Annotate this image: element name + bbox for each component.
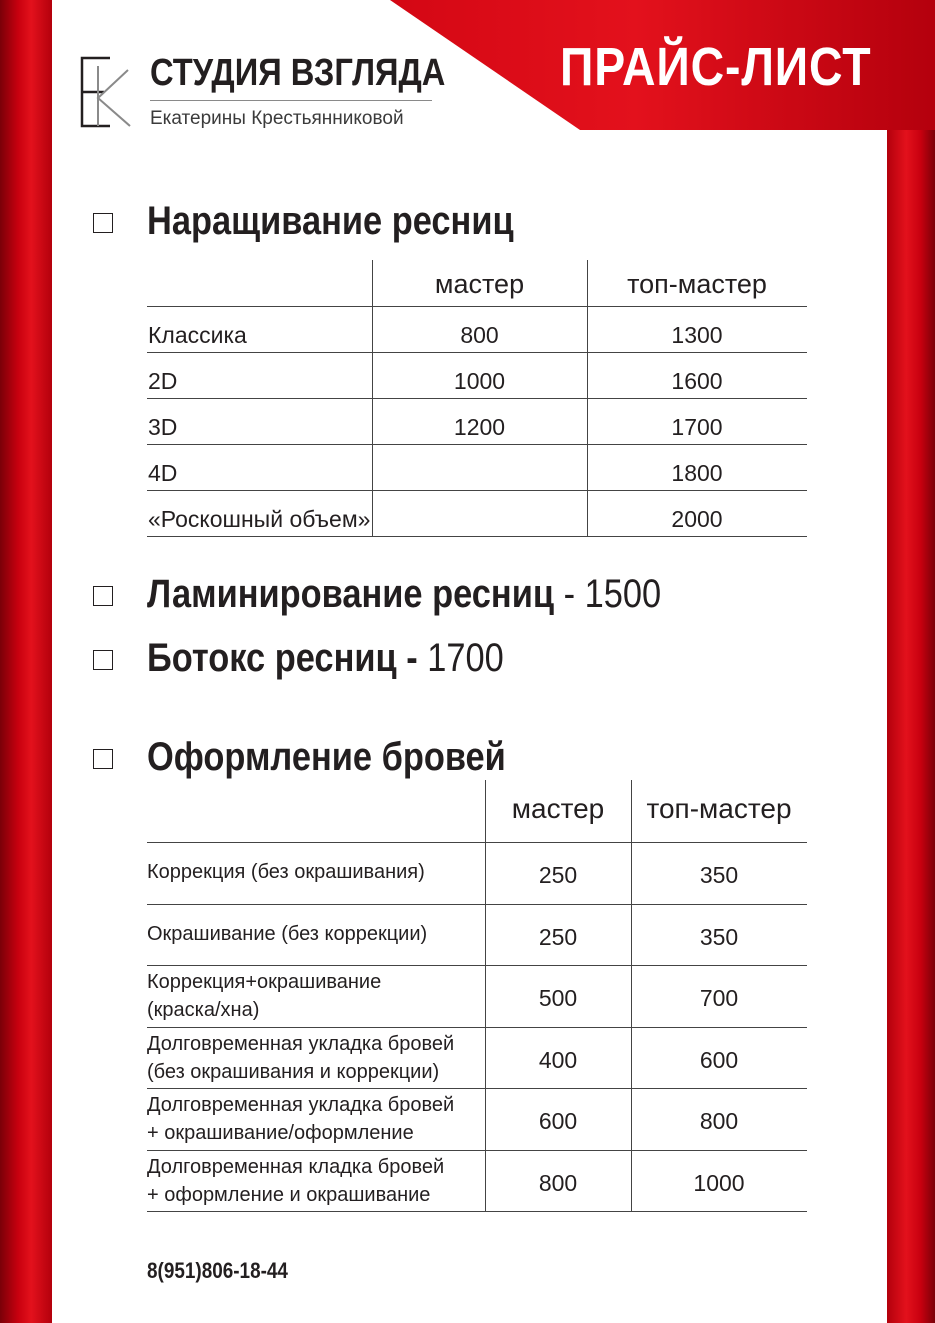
lash-row-top-price: 1800 bbox=[671, 460, 723, 486]
left-red-border bbox=[0, 0, 52, 1323]
brows-row-label: Долговременная укладка бровей (без окрашивания и коррекции) bbox=[147, 1032, 455, 1083]
brows-row-label: Коррекция (без окрашивания) bbox=[147, 861, 425, 883]
lash-header-rule bbox=[147, 306, 807, 307]
brows-row-rule bbox=[147, 1027, 807, 1028]
brows-row-top-price: 350 bbox=[699, 923, 739, 950]
brows-row-master-price: 250 bbox=[538, 923, 578, 950]
studio-divider bbox=[150, 100, 432, 101]
brows-checkbox[interactable] bbox=[93, 749, 113, 769]
lamination-checkbox[interactable] bbox=[93, 586, 113, 606]
brows-row-rule bbox=[147, 965, 807, 966]
right-red-border bbox=[887, 0, 935, 1323]
brows-row-master-price: 500 bbox=[538, 985, 578, 1011]
brows-row-top-price: 350 bbox=[699, 862, 739, 888]
brows-row-label: Долговременная укладка бровей + окрашивание/оформление bbox=[147, 1094, 455, 1144]
brows-title: Оформление бровей bbox=[147, 735, 506, 779]
lamination-title: Ламинирование ресниц bbox=[147, 572, 555, 616]
lash-row-label: 3D bbox=[148, 414, 178, 440]
lamination-separator: - bbox=[554, 572, 585, 616]
brows-row-rule bbox=[147, 1211, 807, 1212]
lash-row-rule bbox=[147, 536, 807, 537]
brows-row-label: Окрашивание (без коррекции) bbox=[147, 922, 428, 945]
lash-row-top-price: 1600 bbox=[671, 368, 723, 394]
price-list-title: ПРАЙС-ЛИСТ bbox=[560, 37, 872, 97]
brows-row-master-price: 400 bbox=[538, 1046, 578, 1073]
botox-checkbox[interactable] bbox=[93, 650, 113, 670]
brows-col-header-master: мастер bbox=[511, 793, 605, 824]
brows-row-label: Коррекция+окрашивание (краска/хна) bbox=[147, 971, 382, 1021]
botox-separator: - bbox=[396, 636, 428, 680]
lash-row-top-price: 2000 bbox=[671, 506, 723, 532]
lash-row-label: Классика bbox=[148, 322, 247, 348]
brows-row-master-price: 600 bbox=[538, 1108, 578, 1134]
brows-row-top-price: 1000 bbox=[693, 1169, 745, 1196]
botox-title: Ботокс ресниц bbox=[147, 636, 397, 680]
brows-header-rule bbox=[147, 842, 807, 843]
studio-name: СТУДИЯ ВЗГЛЯДА bbox=[150, 52, 446, 94]
brows-row-top-price: 800 bbox=[699, 1108, 739, 1134]
lash-row-top-price: 1300 bbox=[671, 322, 723, 348]
brows-row-rule bbox=[147, 904, 807, 905]
lash-row-master-price: 800 bbox=[460, 322, 499, 348]
lash-row-master-price: 1000 bbox=[453, 368, 506, 394]
lash-row-master-price: 1200 bbox=[453, 414, 506, 440]
studio-logo-icon bbox=[80, 56, 132, 128]
lash-extension-checkbox[interactable] bbox=[93, 213, 113, 233]
lash-row-label: 2D bbox=[148, 368, 178, 394]
lash-row-rule bbox=[147, 444, 807, 445]
lash-row-rule bbox=[147, 490, 807, 491]
lamination-line bbox=[147, 572, 661, 617]
brows-row-rule bbox=[147, 1150, 807, 1151]
botox-price: 1700 bbox=[427, 636, 504, 680]
lamination-price: 1500 bbox=[584, 572, 662, 616]
brows-row-rule bbox=[147, 1088, 807, 1089]
lash-row-label: «Роскошный объем» bbox=[148, 506, 371, 532]
phone-number: 8(951)806-18-44 bbox=[147, 1258, 288, 1283]
lash-row-rule bbox=[147, 352, 807, 353]
brows-row-master-price: 250 bbox=[538, 862, 578, 888]
brows-row-top-price: 700 bbox=[699, 985, 739, 1011]
lash-row-label: 4D bbox=[148, 460, 178, 486]
botox-line bbox=[147, 636, 504, 681]
brows-row-label: Долговременная кладка бровей + оформление и окрашивание bbox=[147, 1155, 445, 1206]
lash-row-top-price: 1700 bbox=[671, 414, 723, 440]
brows-col-header-top: топ-мастер bbox=[646, 793, 792, 824]
brows-row-master-price: 800 bbox=[538, 1169, 578, 1196]
lash-extension-title: Наращивание ресниц bbox=[147, 199, 514, 243]
studio-owner: Екатерины Крестьянниковой bbox=[150, 108, 404, 129]
lash-col-header-top: топ-мастер bbox=[627, 269, 767, 299]
lash-row-rule bbox=[147, 398, 807, 399]
brows-row-top-price: 600 bbox=[699, 1046, 739, 1073]
lash-col-header-master: мастер bbox=[434, 269, 525, 299]
